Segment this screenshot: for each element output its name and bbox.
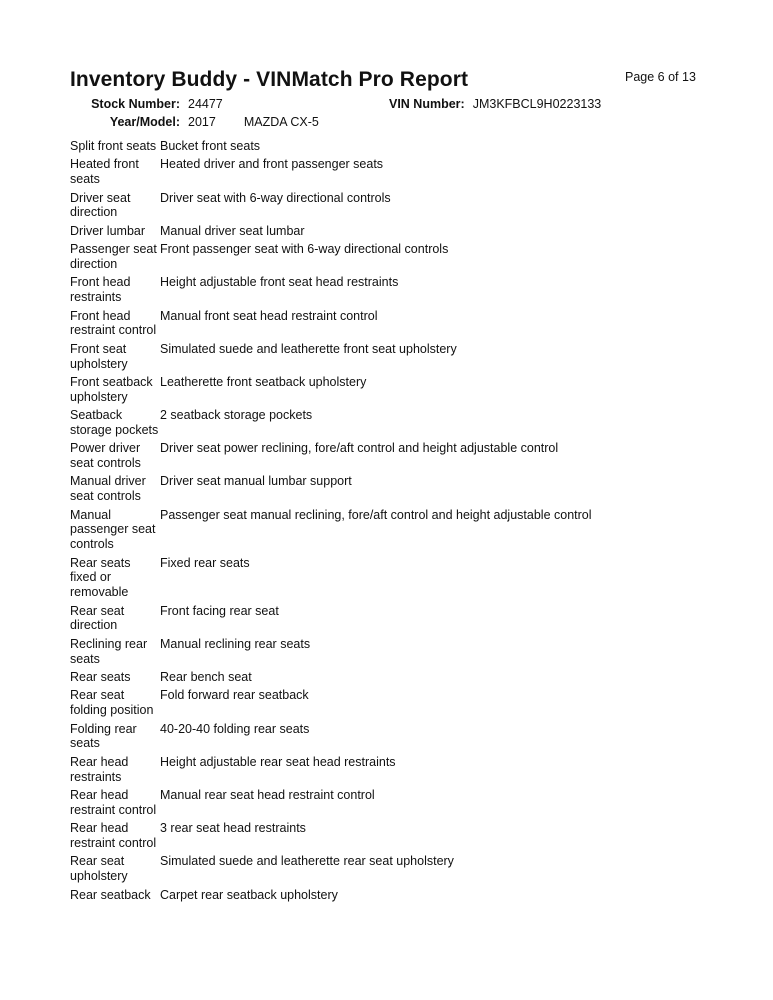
feature-row — [70, 441, 670, 471]
feature-name: Split front seats — [70, 139, 157, 153]
feature-name: Rear head restraints — [70, 754, 129, 784]
feature-value: Fixed rear seats — [160, 555, 250, 570]
feature-value: Carpet rear seatback upholstery — [160, 887, 338, 902]
feature-name: Seatback storage pockets — [70, 408, 159, 437]
feature-name: Front head restraint control — [70, 308, 157, 338]
feature-value: Driver seat power reclining, fore/aft control and height adjustable control — [160, 441, 559, 456]
feature-row — [70, 139, 670, 154]
feature-row — [70, 508, 670, 552]
features-list — [70, 139, 670, 906]
vin-number-value: JM3KFBCL9H0223133 — [472, 97, 602, 111]
feature-value: Manual driver seat lumbar — [160, 223, 305, 238]
feature-value: 3 rear seat head restraints — [160, 821, 306, 836]
feature-name: Rear seat upholstery — [70, 854, 128, 884]
feature-name: Manual driver seat controls — [70, 474, 146, 504]
feature-name: Rear seatback — [70, 887, 151, 902]
feature-row — [70, 275, 670, 305]
feature-name: Rear seat folding position — [70, 688, 154, 718]
feature-name: Reclining rear seats — [70, 636, 148, 666]
stock-number-label: Stock Number: — [91, 97, 180, 111]
feature-row — [70, 474, 670, 504]
feature-row — [70, 556, 670, 600]
feature-value: Heated driver and front passenger seats — [160, 157, 384, 172]
year-model-field — [70, 115, 319, 129]
feature-name: Driver seat direction — [70, 190, 131, 220]
feature-row — [70, 342, 670, 372]
feature-name: Rear seats fixed or removable — [70, 555, 131, 600]
feature-name: Heated front seats — [70, 157, 139, 187]
feature-value: Simulated suede and leatherette rear seat upholstery — [160, 854, 454, 869]
feature-value: Front passenger seat with 6-way directional controls — [160, 242, 449, 257]
feature-name: Passenger seat direction — [70, 242, 157, 271]
feature-row — [70, 604, 670, 634]
feature-name: Driver lumbar — [70, 223, 146, 238]
feature-name: Folding rear seats — [70, 721, 137, 751]
feature-value: Manual front seat head restraint control — [160, 308, 378, 323]
feature-value: Passenger seat manual reclining, fore/aft control and height adjustable control — [160, 507, 592, 522]
feature-name: Front seatback upholstery — [70, 374, 153, 404]
year-value: 2017 — [188, 115, 216, 129]
feature-name: Front head restraints — [70, 275, 131, 305]
feature-row — [70, 309, 670, 339]
vin-number-field — [389, 97, 601, 111]
feature-name: Power driver seat controls — [70, 441, 141, 471]
feature-row — [70, 888, 670, 903]
vin-number-label: VIN Number: — [389, 97, 465, 111]
feature-value: Height adjustable rear seat head restraints — [160, 754, 396, 769]
feature-row — [70, 191, 670, 221]
feature-row — [70, 224, 670, 239]
feature-row — [70, 157, 670, 187]
feature-value: Simulated suede and leatherette front seat upholstery — [160, 341, 457, 356]
feature-value: Rear bench seat — [160, 670, 252, 684]
feature-row — [70, 242, 670, 272]
feature-value: 2 seatback storage pockets — [160, 408, 313, 423]
feature-row — [70, 854, 670, 884]
feature-row — [70, 788, 670, 818]
feature-value: Manual reclining rear seats — [160, 636, 311, 651]
feature-row — [70, 688, 670, 718]
feature-value: Leatherette front seatback upholstery — [160, 374, 367, 389]
feature-row — [70, 670, 670, 685]
feature-name: Front seat upholstery — [70, 341, 128, 371]
feature-name: Rear seats — [70, 670, 131, 684]
feature-row — [70, 375, 670, 405]
feature-name: Rear seat direction — [70, 603, 125, 633]
feature-row — [70, 821, 670, 851]
feature-value: Driver seat manual lumbar support — [160, 474, 352, 489]
page-number: Page 6 of 13 — [625, 70, 696, 84]
feature-name: Rear head restraint control — [70, 787, 157, 817]
feature-value: Bucket front seats — [160, 139, 261, 153]
feature-value: Front facing rear seat — [160, 603, 279, 618]
feature-value: Fold forward rear seatback — [160, 688, 309, 703]
feature-value: 40-20-40 folding rear seats — [160, 721, 310, 736]
model-value: MAZDA CX-5 — [243, 115, 319, 129]
report-title: Inventory Buddy - VINMatch Pro Report — [70, 68, 469, 91]
feature-row — [70, 408, 670, 438]
feature-row — [70, 637, 670, 667]
feature-row — [70, 722, 670, 752]
feature-row — [70, 755, 670, 785]
feature-name: Rear head restraint control — [70, 821, 157, 850]
stock-number-value: 24477 — [188, 97, 223, 111]
year-model-label: Year/Model: — [109, 115, 180, 129]
stock-number-field — [70, 97, 223, 111]
feature-value: Driver seat with 6-way directional controls — [160, 190, 391, 205]
feature-name: Manual passenger seat controls — [70, 507, 156, 552]
feature-value: Height adjustable front seat head restraints — [160, 275, 399, 290]
feature-value: Manual rear seat head restraint control — [160, 787, 375, 802]
